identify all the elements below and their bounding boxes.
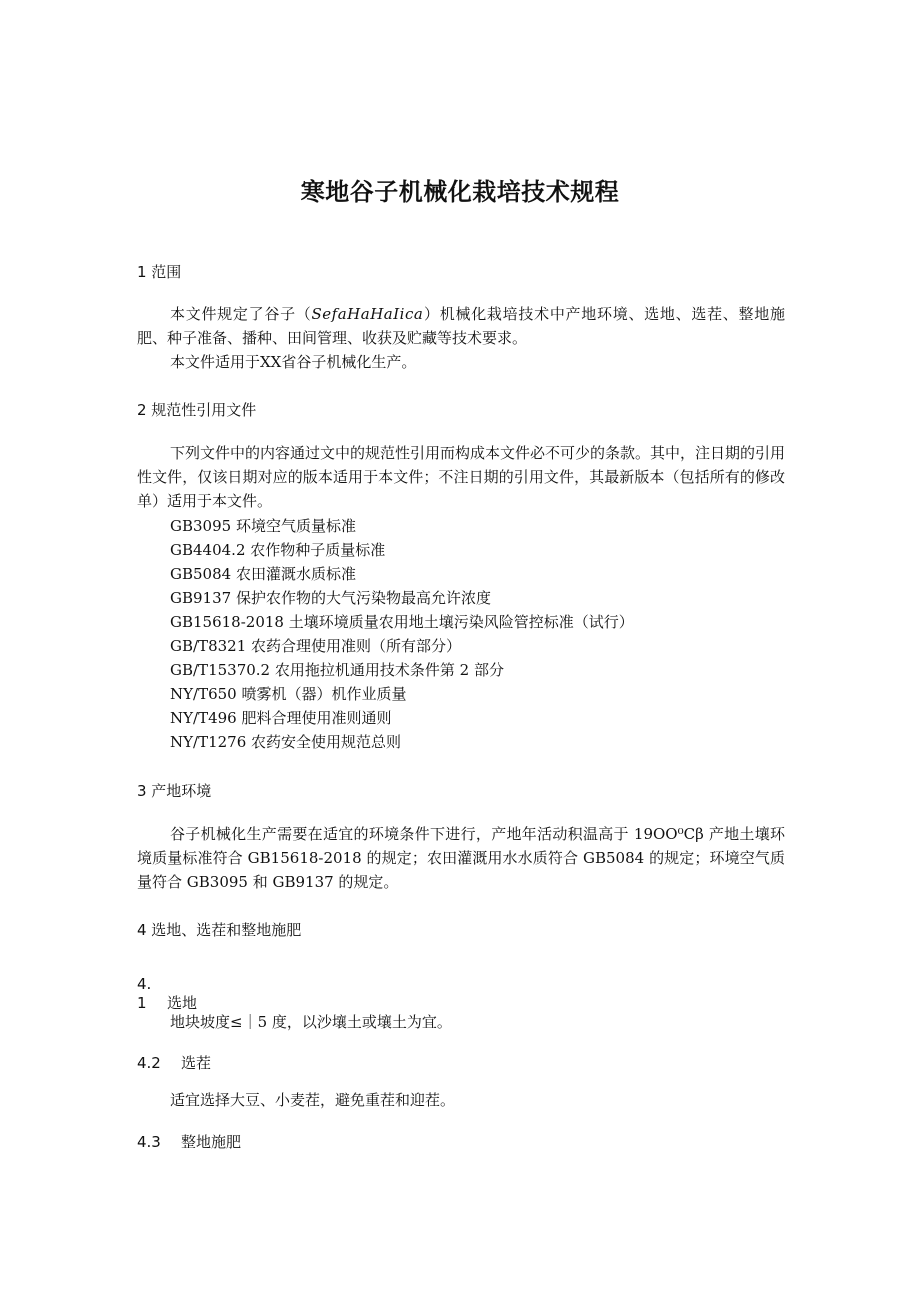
reference-item: NY/T1276 农药安全使用规范总则 [170,733,402,751]
subsection-4-3-heading [137,1131,241,1152]
reference-item: GB3095 环境空气质量标准 [170,517,356,535]
subsection-4-2-heading [137,1052,211,1073]
subsection-4-1-body: 地块坡度≤｜5 度，以沙壤土或壤土为宜。 [170,1013,452,1031]
section-2-heading: 2 规范性引用文件 [137,401,257,419]
section-4-heading: 4 选地、选茬和整地施肥 [137,921,302,939]
reference-item: GB/T8321 农药合理使用准则（所有部分） [170,637,462,655]
subsection-title: 整地施肥 [181,1133,242,1151]
reference-item: GB4404.2 农作物种子质量标准 [170,541,386,559]
subsection-4-1-heading [137,973,197,1013]
section-3-paragraph: 谷子机械化生产需要在适宜的环境条件下进行，产地年活动积温高于 19OO⁰Cβ 产地土壤环境质量标准符合 GB15618-2018 的规定；农田灌溉用水水质符合 GB5084 的规定；环境空气质量符合 GB3095 和 GB9137 的规定。 [137,825,785,891]
section-1-text-a: 本文件规定了谷子（ [170,305,312,323]
subsection-4-2-body: 适宜选择大豆、小麦茬，避免重茬和迎茬。 [170,1091,456,1109]
section-1-text-b: ）机械化栽培技术中产地环境、选地、选茬、整地施肥、种子准备、播种、田间管理、收获及贮藏等技术要求。 [137,305,785,347]
subsection-number: 4.3 [137,1133,161,1151]
reference-item: GB15618-2018 土壤环境质量农用地土壤污染风险管控标准（试行） [170,613,634,631]
section-3-heading: 3 产地环境 [137,782,212,800]
section-1-paragraph-1 [137,302,785,350]
reference-item: NY/T650 喷雾机（器）机作业质量 [170,685,407,703]
document-title: 寒地谷子机械化栽培技术规程 [300,178,620,206]
latin-name: SefaHaHaIica [311,305,424,323]
subsection-title: 选地 [167,994,198,1012]
reference-item: GB5084 农田灌溉水质标准 [170,565,356,583]
reference-item: GB/T15370.2 农用拖拉机通用技术条件第 2 部分 [170,661,504,679]
subsection-number: 4.2 [137,1054,161,1072]
section-2-intro: 下列文件中的内容通过文中的规范性引用而构成本文件必不可少的条款。其中，注日期的引用性文件，仅该日期对应的版本适用于本文件；不注日期的引用文件，其最新版本（包括所有的修改单）适用于本文件。 [137,444,786,510]
subsection-number: 4. 1 [137,975,167,1012]
section-1-heading: 1 范围 [137,263,182,281]
section-1-paragraph-2: 本文件适用于XX省谷子机械化生产。 [170,353,417,371]
subsection-title: 选茬 [181,1054,212,1072]
reference-item: GB9137 保护农作物的大气污染物最高允许浓度 [170,589,491,607]
reference-item: NY/T496 肥料合理使用准则通则 [170,709,392,727]
